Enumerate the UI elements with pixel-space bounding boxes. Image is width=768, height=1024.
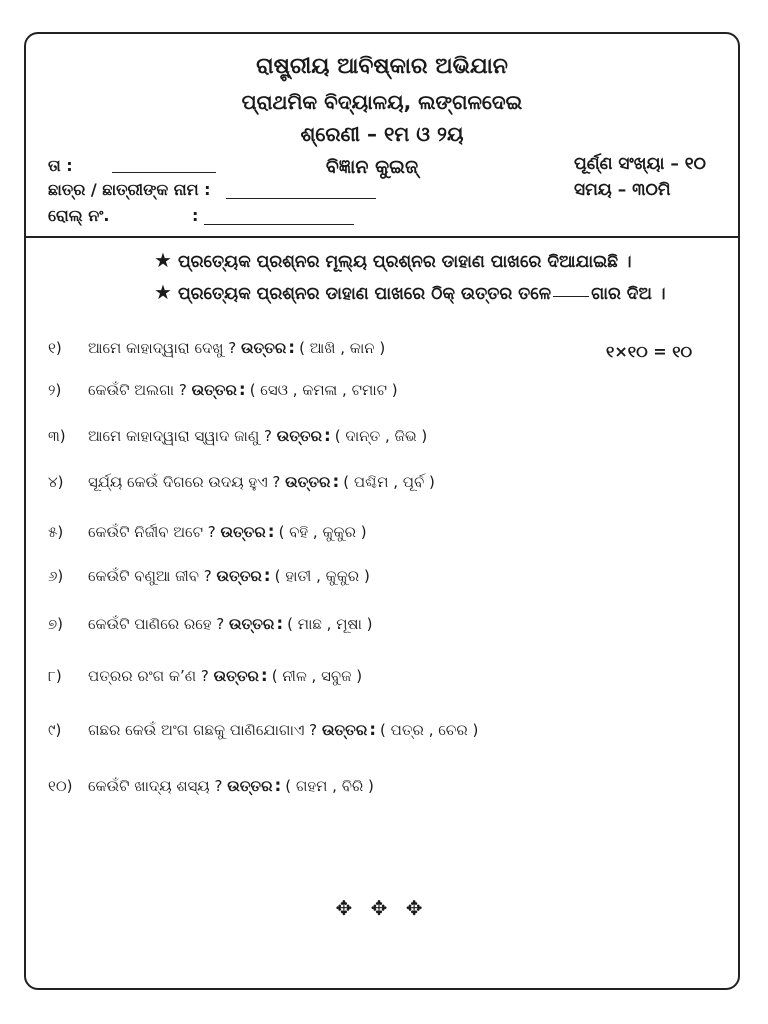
question-number: ୧୦) (48, 777, 73, 795)
question-row (48, 566, 370, 586)
answer-colon: : (369, 720, 377, 740)
quiz-title: ବିଜ୍ଞାନ କୁଇଜ୍ (325, 156, 419, 178)
answer-label: ଉତ୍ତର (216, 567, 262, 585)
answer-options[interactable]: ( ଆଖି , କାନ ) (299, 339, 386, 357)
question-text: ଗଛର କେଉଁ ଅଂଗ ଗଛକୁ ପାଣିଯୋଗାଏ ? (88, 721, 318, 739)
footer-ornament: ✥ ✥ ✥ (335, 896, 429, 920)
organization-title: ରାଷ୍ଟ୍ରୀୟ ଆବିଷ୍କାର ଅଭିଯାନ (256, 54, 508, 79)
roll-number-field (48, 206, 199, 226)
answer-label: ଉତ୍ତର (229, 615, 275, 633)
question-row (48, 776, 374, 796)
answer-options[interactable]: ( ସେଓ , କମଳା , ଟମାଟ ) (249, 381, 398, 399)
question-text: କେଉଁଟି ବଣୁଆ ଜୀବ ? (88, 567, 212, 585)
question-row (48, 380, 398, 400)
question-number: ୧) (48, 339, 62, 357)
star-icon: ★ (154, 248, 172, 272)
answer-label: ଉତ୍ତର (321, 721, 368, 739)
question-row (48, 666, 362, 686)
question-number: ୮) (48, 667, 62, 685)
question-row (48, 720, 478, 740)
answer-options[interactable]: ( ଗହମ , ବିରି ) (285, 777, 374, 795)
answer-label: ଉତ୍ତର (276, 427, 322, 445)
answer-colon: : (260, 666, 268, 686)
question-text: କେଉଁଟି ଅଲଗା ? (88, 381, 187, 399)
question-row (48, 522, 367, 542)
student-name-field (48, 180, 211, 200)
school-name: ପ୍ରାଥମିକ ବିଦ୍ୟାଳୟ, ଲଙ୍ଗଳଦେଇ (241, 90, 523, 114)
roll-number-label: ରୋଲ୍ ନଂ. (48, 206, 110, 225)
answer-label: ଉତ୍ତର (213, 667, 259, 685)
question-row (48, 472, 435, 492)
question-number: ୩) (48, 427, 66, 445)
question-text: କେଉଁଟି ନିର୍ଜୀବ ଅଟେ ? (88, 523, 216, 541)
question-number: ୯) (48, 721, 62, 739)
answer-options[interactable]: ( ହାତୀ , କୁକୁର ) (274, 567, 370, 585)
answer-colon: : (238, 380, 246, 400)
question-text: ଆମେ କାହାଦ୍ୱାରା ସ୍ୱାଦ ଜାଣୁ ? (88, 427, 272, 445)
question-number: ୪) (48, 473, 64, 491)
question-number: ୨) (48, 381, 62, 399)
answer-label: ଉତ୍ତର (191, 381, 237, 399)
question-number: ୬) (48, 567, 64, 585)
roll-number-colon: : (192, 206, 199, 225)
answer-label: ଉତ୍ତର (227, 777, 273, 795)
marks-scheme: ୧×୧୦ = ୧୦ (606, 342, 693, 361)
answer-label: ଉତ୍ତର (241, 339, 287, 357)
instruction-text: ପ୍ରତ୍ୟେକ ପ୍ରଶ୍ନର ଡାହାଣ ପାଖରେ ଠିକ୍ ଉତ୍ତର ତଳେ (177, 284, 552, 304)
date-label: ତା : (48, 156, 73, 175)
question-row (48, 614, 373, 634)
question-text: କେଉଁଟି ଖାଦ୍ୟ ଶସ୍ୟ ? (88, 777, 223, 795)
answer-colon: : (276, 614, 284, 634)
question-text: କେଉଁଟି ପାଣିରେ ରହେ ? (88, 615, 225, 633)
instruction-1 (154, 248, 632, 272)
underline-blank (553, 296, 589, 297)
answer-options[interactable]: ( ନୀଳ , ସବୁଜ ) (271, 667, 363, 685)
student-name-label: ଛାତ୍ର / ଛାତ୍ରୀଙ୍କ ନାମ : (48, 180, 211, 199)
answer-options[interactable]: ( ପତ୍ର , ଚେର ) (380, 721, 479, 739)
answer-label: ଉତ୍ତର (285, 473, 331, 491)
student-name-blank[interactable] (226, 198, 376, 199)
question-number: ୭) (48, 615, 64, 633)
question-text: ଆମେ କାହାଦ୍ୱାରା ଦେଖୁ ? (88, 339, 237, 357)
instruction-text-end: ଗାର ଦିଅ । (591, 284, 666, 304)
header-divider (26, 236, 738, 238)
answer-colon: : (332, 472, 340, 492)
question-text: ପତ୍ରର ରଂଗ କ’ଣ ? (88, 667, 209, 685)
answer-colon: : (267, 522, 275, 542)
time-allowed: ସମୟ – ୩୦ମି (574, 180, 671, 200)
answer-colon: : (288, 338, 296, 358)
question-row (48, 426, 427, 446)
class-label: ଶ୍ରେଣୀ – ୧ମ ଓ ୨ୟ (300, 122, 464, 146)
quiz-sheet (24, 32, 740, 990)
answer-label: ଉତ୍ତର (220, 523, 266, 541)
star-icon: ★ (154, 280, 172, 304)
answer-options[interactable]: ( ଦାନ୍ତ , ଜିଭ ) (334, 427, 428, 445)
question-row (48, 338, 385, 358)
question-number: ୫) (48, 523, 64, 541)
answer-colon: : (274, 776, 282, 796)
full-marks: ପୂର୍ଣ୍ଣ ସଂଖ୍ୟା – ୧୦ (574, 154, 706, 174)
header (26, 34, 738, 238)
answer-options[interactable]: ( ପଶ୍ଚିମ , ପୂର୍ବ ) (343, 473, 435, 491)
answer-colon: : (263, 566, 271, 586)
roll-number-blank[interactable] (204, 224, 354, 225)
date-blank[interactable] (112, 172, 216, 173)
answer-colon: : (323, 426, 331, 446)
date-field (48, 156, 73, 176)
answer-options[interactable]: ( ବହି , କୁକୁର ) (278, 523, 367, 541)
answer-options[interactable]: ( ମାଛ , ମୂଷା ) (287, 615, 373, 633)
question-text: ସୂର୍ଯ୍ୟ କେଉଁ ଦିଗରେ ଉଦୟ ହୁଏ ? (88, 473, 281, 491)
instruction-text: ପ୍ରତ୍ୟେକ ପ୍ରଶ୍ନର ମୂଲ୍ୟ ପ୍ରଶ୍ନର ଡାହାଣ ପାଖରେ ଦିଆଯାଇଛି । (177, 252, 632, 272)
instruction-2 (154, 280, 665, 304)
